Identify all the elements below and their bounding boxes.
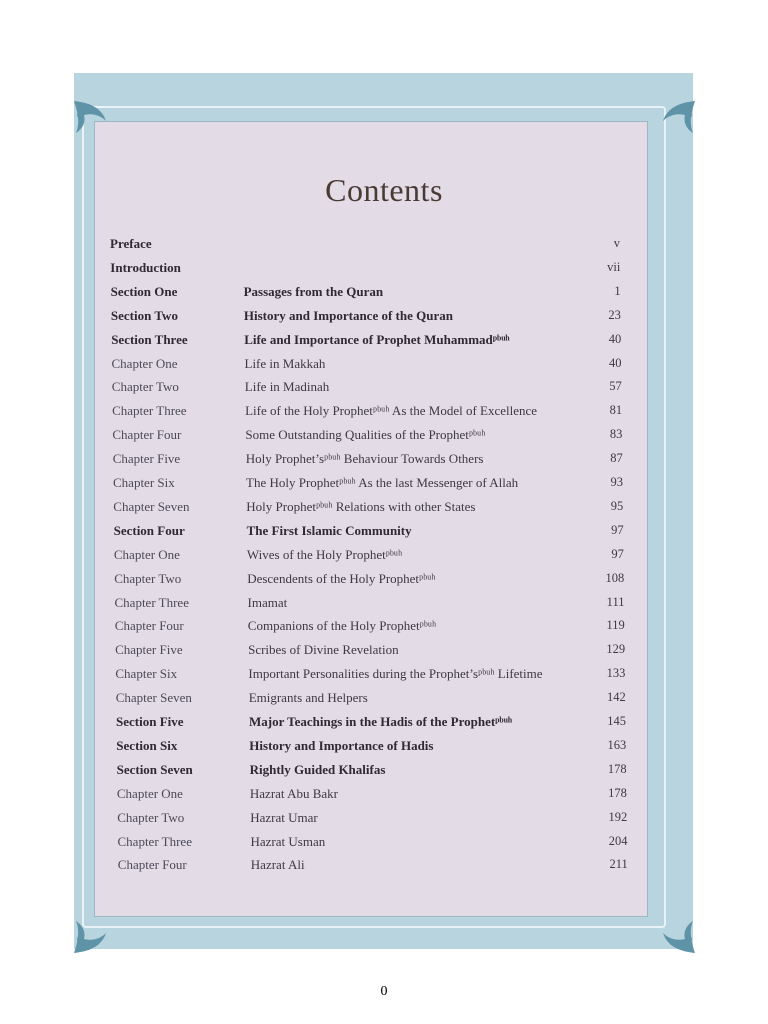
- toc-row: [116, 690, 626, 712]
- toc-entry-title: Scribes of Divine Revelation: [248, 642, 399, 658]
- toc-page-number: 111: [606, 594, 625, 609]
- toc-entry-title: Hazrat Abu Bakr: [249, 785, 338, 801]
- toc-row: [110, 236, 620, 258]
- page-title: Contents: [325, 172, 443, 208]
- toc-entry-title: Life and Importance of Prophet Muhammadᵖᵇᵘʰ: [244, 331, 510, 347]
- toc-entry-title: Imamat: [247, 594, 288, 610]
- toc-label: Section Seven: [116, 761, 193, 777]
- toc-entry-title: Emigrants and Helpers: [248, 690, 368, 706]
- toc-label: Chapter Two: [114, 570, 182, 586]
- toc-page-number: 204: [608, 833, 628, 848]
- toc-entry-title: Life of the Holy Prophetᵖᵇᵘʰ As the Model of Excellence: [245, 403, 538, 419]
- toc-page-number: 145: [607, 714, 626, 728]
- toc-row: [115, 618, 625, 640]
- toc-label: Chapter Six: [115, 666, 178, 682]
- toc-entry-title: History and Importance of the Quran: [243, 307, 453, 323]
- toc-row: [110, 260, 620, 282]
- toc-label: Chapter One: [113, 546, 180, 562]
- toc-page-number: 95: [610, 498, 624, 513]
- toc-entry-title: Hazrat Umar: [250, 809, 318, 825]
- toc-row: [118, 857, 628, 879]
- toc-row: [116, 714, 626, 736]
- toc-page-number: 211: [609, 857, 628, 872]
- toc-entry-title: Holy Prophetᵖᵇᵘʰ Relations with other States: [246, 498, 476, 514]
- toc-page-number: 97: [611, 546, 624, 561]
- toc-row: [111, 332, 621, 354]
- toc-entry-title: Holy Prophet’sᵖᵇᵘʰ Behaviour Towards Others: [245, 451, 484, 467]
- toc-label: Chapter Seven: [115, 690, 192, 706]
- toc-label: Chapter Five: [115, 642, 183, 658]
- toc-row: [117, 786, 627, 808]
- toc-page-number: 163: [607, 737, 627, 752]
- toc-row: [111, 284, 621, 306]
- toc-label: Section Two: [110, 307, 178, 323]
- toc-entry-title: The First Islamic Community: [246, 522, 412, 538]
- toc-row: [114, 547, 624, 569]
- toc-label: Section Six: [116, 737, 178, 753]
- toc-page-number: 97: [611, 522, 624, 537]
- toc-page-number: 178: [607, 761, 627, 776]
- toc-entry-title: The Holy Prophetᵖᵇᵘʰ As the last Messenger of Allah: [246, 475, 519, 490]
- toc-row: [112, 403, 622, 425]
- toc-label: Chapter One: [111, 355, 178, 371]
- toc-label: Introduction: [110, 259, 181, 275]
- toc-entry-title: Rightly Guided Khalifas: [249, 761, 386, 777]
- toc-page-number: 129: [606, 642, 626, 657]
- toc-entry-title: Passages from the Quran: [243, 283, 384, 299]
- toc-page-number: 133: [606, 666, 626, 681]
- toc-entry-title: Hazrat Ali: [250, 857, 305, 873]
- toc-label: Chapter Six: [113, 475, 175, 490]
- toc-page-number: 93: [610, 475, 623, 489]
- toc-row: [111, 308, 621, 330]
- toc-row: [114, 523, 624, 545]
- toc-row: [112, 356, 622, 378]
- toc-label: Chapter One: [116, 785, 183, 801]
- toc-row: [117, 762, 627, 784]
- toc-label: Chapter Five: [112, 451, 181, 467]
- toc-row: [115, 666, 625, 688]
- toc-label: Chapter Three: [112, 403, 187, 419]
- toc-page-number: 1: [614, 283, 621, 298]
- toc-page-number: 87: [610, 451, 623, 466]
- toc-entry-title: Some Outstanding Qualities of the Prophetᵖᵇᵘʰ: [245, 427, 486, 443]
- toc-label: Section Three: [111, 331, 188, 347]
- toc-entry-title: History and Importance of Hadis: [249, 737, 434, 753]
- toc-page-number: 83: [609, 427, 623, 442]
- toc-page-number: 23: [608, 307, 621, 322]
- toc-row: [115, 642, 625, 664]
- toc-entry-title: Major Teachings in the Hadis of the Prophetᵖᵇᵘʰ: [249, 714, 513, 729]
- toc-label: Chapter Three: [114, 594, 189, 610]
- toc-page-number: 108: [605, 570, 625, 585]
- toc-page-number: 119: [606, 618, 625, 633]
- toc-row: [112, 427, 622, 449]
- toc-label: Chapter Two: [111, 379, 179, 395]
- toc-row: [114, 571, 624, 593]
- toc-page-number: v: [613, 236, 620, 250]
- toc-row: [115, 595, 625, 617]
- toc-page-number: 57: [609, 379, 622, 394]
- toc-entry-title: Descendents of the Holy Prophetᵖᵇᵘʰ: [247, 570, 436, 586]
- toc-entry-title: Companions of the Holy Prophetᵖᵇᵘʰ: [247, 618, 437, 634]
- toc-row: [116, 738, 626, 760]
- toc-entry-title: Important Personalities during the Prophet’sᵖᵇᵘʰ Lifetime: [248, 666, 543, 682]
- toc-label: Chapter Seven: [113, 498, 190, 514]
- toc-row: [117, 810, 627, 832]
- toc-entry-title: Hazrat Usman: [250, 833, 326, 849]
- toc-row: [113, 451, 623, 473]
- toc-page-number: 40: [609, 355, 622, 370]
- toc-label: Preface: [110, 236, 152, 251]
- toc-label: Section One: [110, 283, 178, 299]
- toc-label: Chapter Two: [117, 809, 185, 825]
- toc-page-number: 81: [609, 403, 623, 418]
- toc-page-number: 40: [608, 331, 622, 346]
- toc-row: [112, 379, 622, 401]
- toc-page-number: 142: [606, 690, 626, 705]
- toc-entry-title: Life in Makkah: [244, 355, 326, 371]
- toc-entry-title: Wives of the Holy Prophetᵖᵇᵘʰ: [246, 546, 403, 562]
- toc-label: Chapter Four: [117, 857, 187, 873]
- toc-page-number: vii: [607, 259, 621, 274]
- toc-page-number: 192: [608, 809, 628, 824]
- toc-row: [113, 499, 623, 521]
- toc-label: Chapter Three: [117, 833, 192, 849]
- toc-label: Chapter Four: [114, 618, 184, 634]
- footer-page-number: 0: [380, 984, 388, 999]
- toc-label: Section Five: [116, 714, 184, 729]
- toc-row: [113, 475, 623, 497]
- toc-label: Chapter Four: [112, 427, 182, 443]
- toc-label: Section Four: [113, 522, 185, 538]
- toc-row: [118, 834, 628, 856]
- toc-entry-title: Life in Madinah: [244, 379, 330, 395]
- toc-page-number: 178: [608, 785, 627, 800]
